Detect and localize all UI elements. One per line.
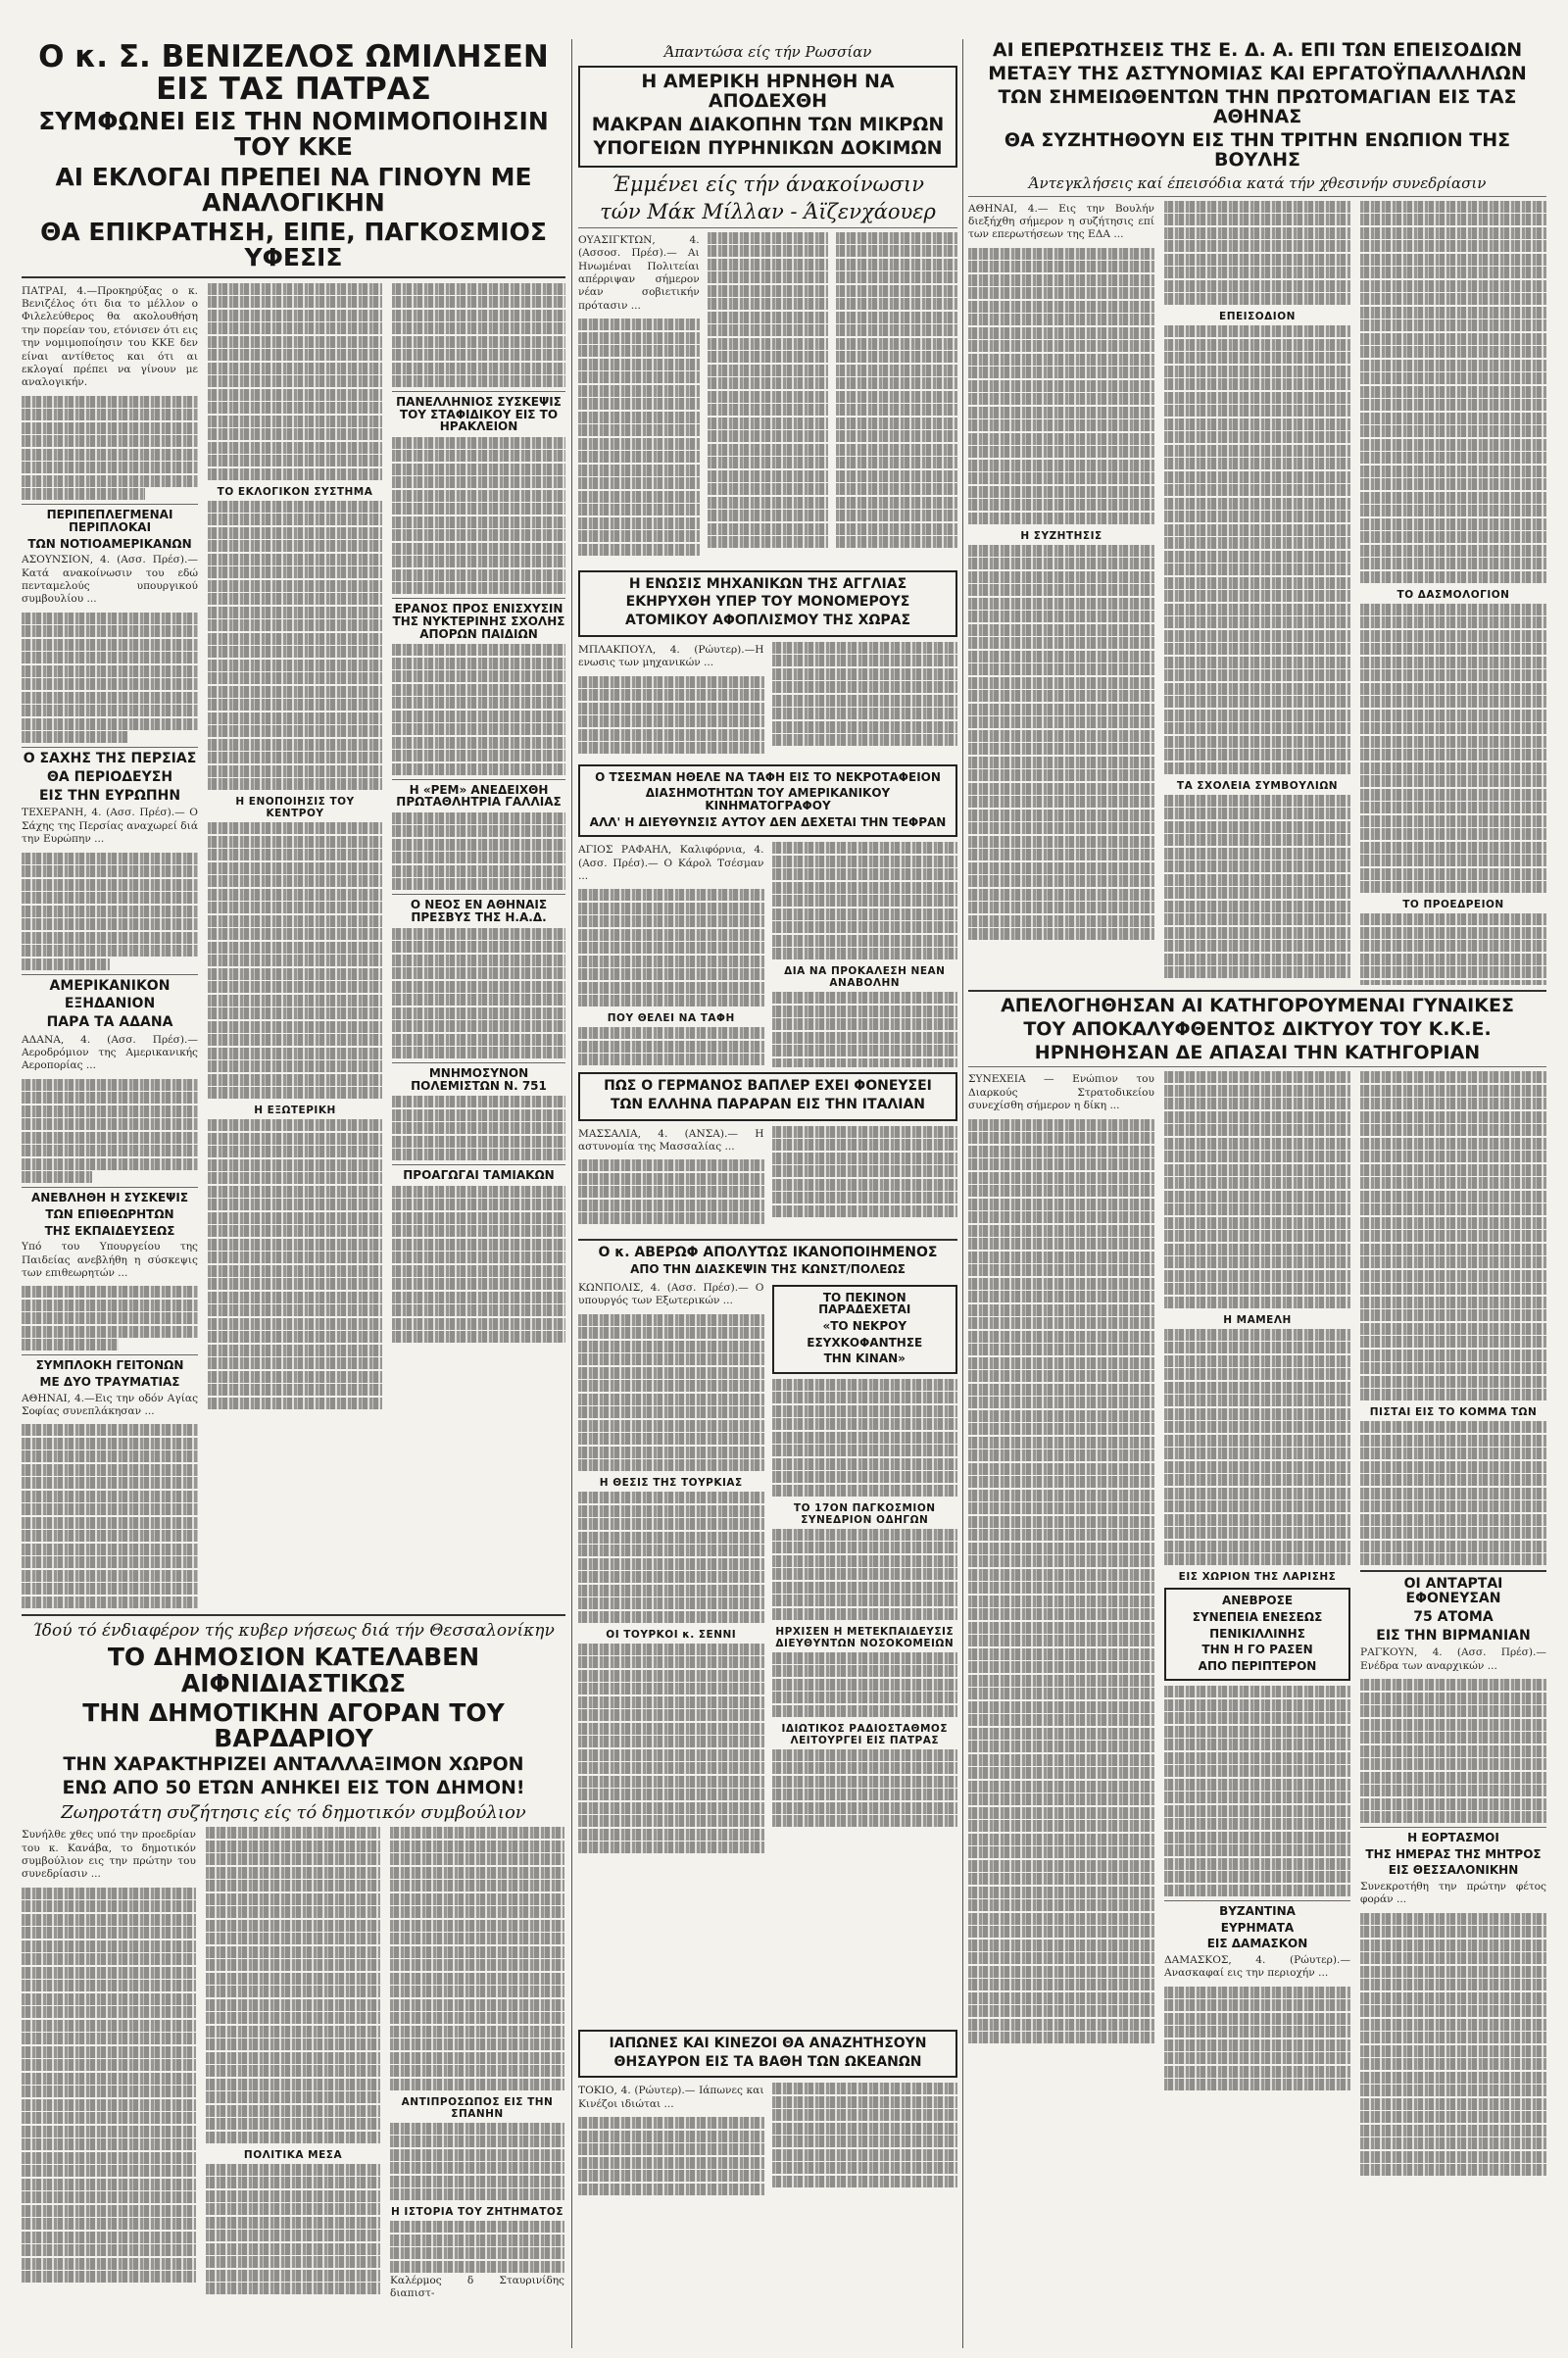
article-headline: ΑΝΕΒΛΗΘΗ Η ΣΥΣΚΕΨΙΣ — [30, 1191, 189, 1205]
article-body: ΤΕΧΕΡΑΝΗ, 4. (Ασσ. Πρέσ).— Ο Σάχης της Περσίας αναχωρεί διά την Ευρώπην ... — [22, 807, 198, 846]
article-deck: Έμμένει είς τήν άνακοίνωσιν — [612, 172, 924, 196]
headline-line: ΑΠΕΛΟΓΗΘΗΣΑΝ ΑΙ ΚΑΤΗΓΟΡΟΥΜΕΝΑΙ ΓΥΝΑΙΚΕΣ — [1001, 994, 1514, 1016]
section-subhead: Η ΣΥΖΗΤΗΣΙΣ — [1020, 529, 1102, 542]
headline-line: ΑΙ ΕΚΛΟΓΑΙ ΠΡΕΠΕΙ ΝΑ ΓΙΝΟΥΝ ΜΕ ΑΝΑΛΟΓΙΚΗΝ — [55, 162, 532, 217]
headline-line: ΠΩΣ Ο ΓΕΡΜΑΝΟΣ ΒΑΠΛΕΡ ΕΧΕΙ ΦΟΝΕΥΣΕΙ — [604, 1078, 932, 1095]
headline-line: ΜΕΤΑΞΥ ΤΗΣ ΑΣΤΥΝΟΜΙΑΣ ΚΑΙ ΕΡΓΑΤΟΫΠΑΛΛΗΛΩΝ — [988, 62, 1527, 84]
headline-line: Ο κ. ΑΒΕΡΩΦ ΑΠΟΛΥΤΩΣ ΙΚΑΝΟΠΟΙΗΜΕΝΟΣ — [598, 1244, 938, 1260]
article-body: ΚΩΝΠΟΛΙΣ, 4. (Ασσ. Πρέσ).— Ο υπουργός των Εξωτερικών ... — [578, 1281, 764, 1307]
headline-line: ΘΑ ΕΠΙΚΡΑΤΗΣΗ, ΕΙΠΕ, ΠΑΓΚΟΣΜΙΟΣ ΥΦΕΣΙΣ — [40, 218, 547, 272]
article-headline: ΜΝΗΜΟΣΥΝΟΝ ΠΟΛΕΜΙΣΤΩΝ Ν. 751 — [411, 1066, 547, 1093]
article-headline: ΠΕΡΙΠΕΠΛΕΓΜΕΝΑΙ ΠΕΡΙΠΛΟΚΑΙ — [46, 508, 173, 534]
headline-line: ΤΗΝ ΔΗΜΟΤΙΚΗΝ ΑΓΟΡΑΝ ΤΟΥ ΒΑΡΔΑΡΙΟΥ — [82, 1697, 505, 1753]
section-subhead: ΤΟ 17ΟΝ ΠΑΓΚΟΣΜΙΟΝ ΣΥΝΕΔΡΙΟΝ ΟΔΗΓΩΝ — [793, 1501, 936, 1526]
headline-line: ΘΗΣΑΥΡΟΝ ΕΙΣ ΤΑ ΒΑΘΗ ΤΩΝ ΩΚΕΑΝΩΝ — [613, 2053, 922, 2070]
headline-line: ΠΕΝΙΚΙΛΛΙΝΗΣ — [1209, 1626, 1305, 1641]
article-body: ΣΥΝΕΧΕΙΑ — Ενώπιον του Διαρκούς Στρατοδικείου συνεχίσθη σήμερον η δίκη ... — [968, 1073, 1154, 1112]
column-rule — [962, 39, 963, 2348]
inset-box — [1164, 1588, 1350, 1681]
headline-line: 75 ΑΤΟΜΑ — [1413, 1608, 1494, 1625]
headline-line: ΗΡΝΗΘΗΣΑΝ ΔΕ ΑΠΑΣΑΙ ΤΗΝ ΚΑΤΗΓΟΡΙΑΝ — [1034, 1041, 1481, 1063]
section-subhead: ΗΡΧΙΣΕΝ Η ΜΕΤΕΚΠΑΙΔΕΥΣΙΣ ΔΙΕΥΘΥΝΤΩΝ ΝΟΣΟΚΟΜΕΙΩΝ — [775, 1625, 955, 1649]
headline-line: ΟΙ ΑΝΤΑΡΤΑΙ ΕΦΟΝΕΥΣΑΝ — [1403, 1576, 1503, 1607]
headline-line: «ΤΟ ΝΕΚΡΟΥ — [822, 1319, 907, 1334]
headline-box — [578, 1072, 957, 1120]
headline-line: ΤΟΥ ΑΠΟΚΑΛΥΦΘΕΝΤΟΣ ΔΙΚΤΥΟΥ ΤΟΥ Κ.Κ.Ε. — [1023, 1017, 1492, 1040]
headline-line: Ο κ. Σ. ΒΕΝΙΖΕΛΟΣ ΩΜΙΛΗΣΕΝ ΕΙΣ ΤΑΣ ΠΑΤΡΑΣ — [38, 39, 549, 107]
article-deck: τών Μάκ Μίλλαν - Άϊζενχάουερ — [600, 199, 936, 223]
text-block — [22, 396, 198, 501]
middle-subcolumns — [208, 283, 565, 1610]
article-body: ΔΑΜΑΣΚΟΣ, 4. (Ρώυτερ).— Ανασκαφαί εις την περιοχήν ... — [1164, 1953, 1350, 1980]
article-headline: ΘΑ ΠΕΡΙΟΔΕΥΣΗ — [46, 768, 173, 785]
headline-line: ΕΙΣ ΔΑΜΑΣΚΟΝ — [1206, 1937, 1308, 1951]
section-subhead: ΠΟΥ ΘΕΛΕΙ ΝΑ ΤΑΦΗ — [607, 1012, 735, 1025]
divider — [22, 1614, 565, 1616]
article-headline: ΤΩΝ ΕΠΙΘΕΩΡΗΤΩΝ — [45, 1206, 174, 1221]
section-subhead: Η ΕΞΩΤΕΡΙΚΗ — [254, 1105, 336, 1117]
headline-line: ΕΣΥΧΚΟΦΑΝΤΗΣΕ — [807, 1335, 923, 1350]
section-subhead: Η ΘΕΣΙΣ ΤΗΣ ΤΟΥΡΚΙΑΣ — [599, 1477, 743, 1490]
article-body: ΠΑΤΡΑΙ, 4.—Προκηρύξας ο κ. Βενιζέλος ότι δια το μέλλον ο Φιλελεύθερος θα ακολουθήση την πορείαν του, ετόνισεν ότι εις την νομιμοποίησιν του ΚΚΕ δεν είναι αντίθετος και ότι αι εκλογαί πρέπει να γίνουν με αναλογικήν. — [22, 284, 198, 389]
headline-line: ΣΥΜΦΩΝΕΙ ΕΙΣ ΤΗΝ ΝΟΜΙΜΟΠΟΙΗΣΙΝ ΤΟΥ ΚΚΕ — [38, 107, 549, 162]
headline-line: ΕΙΣ ΘΕΣΣΑΛΟΝΙΚΗΝ — [1388, 1863, 1519, 1878]
section-subhead: Η ΜΑΜΕΛΗ — [1223, 1313, 1292, 1326]
divider — [22, 276, 565, 278]
section-subhead: ΤΟ ΠΡΟΕΔΡΕΙΟΝ — [1402, 899, 1504, 911]
headline-line: Η ΑΜΕΡΙΚΗ ΗΡΝΗΘΗ ΝΑ ΑΠΟΔΕΧΘΗ — [641, 71, 895, 112]
headline-line: ΤΟ ΠΕΚΙΝΟΝ ΠΑΡΑΔΕΧΕΤΑΙ — [818, 1290, 911, 1317]
headline-line: ΥΠΟΓΕΙΩΝ ΠΥΡΗΝΙΚΩΝ ΔΟΚΙΜΩΝ — [593, 136, 943, 159]
column-rule — [571, 39, 572, 2348]
headline-box — [578, 2030, 957, 2078]
article-body: ΑΘΗΝΑΙ, 4.— Εις την Βουλήν διεξήχθη σήμερον η συζήτησις επί των επερωτήσεων της ΕΔΑ ... — [968, 202, 1154, 241]
article-deck: Ζωηροτάτη συζήτησις είς τό δημοτικόν συμβούλιον — [61, 1802, 526, 1824]
article-body: Συνήλθε χθες υπό την προεδρίαν του κ. Κανάβα, το δημοτικόν συμβούλιον εις την πρώτην του συνεδρίασιν ... — [22, 1829, 196, 1881]
article-headline: ΣΥΜΠΛΟΚΗ ΓΕΙΤΟΝΩΝ — [35, 1358, 184, 1373]
article-headline: ΠΡΟΑΓΩΓΑΙ ΤΑΜΙΑΚΩΝ — [403, 1168, 555, 1183]
section-subhead: ΤΑ ΣΧΟΛΕΙΑ ΣΥΜΒΟΥΛΙΩΝ — [1176, 779, 1339, 792]
section-subhead: ΤΟ ΔΑΣΜΟΛΟΓΙΟΝ — [1396, 588, 1510, 601]
article-body: ΑΣΟΥΝΣΙΟΝ, 4. (Ασσ. Πρέσ).— Κατά ανακοίνωσιν του εδώ πενταμελούς υπουργικού συμβουλίου ... — [22, 554, 198, 606]
article-headline: Η «ΡΕΜ» ΑΝΕΔΕΙΧΘΗ ΠΡΩΤΑΘΛΗΤΡΙΑ ΓΑΛΛΙΑΣ — [396, 782, 562, 810]
section-subhead: ΟΙ ΤΟΥΡΚΟΙ κ. ΣΕΝΝΙ — [606, 1628, 737, 1641]
article-headline: ΤΩΝ ΝΟΤΙΟΑΜΕΡΙΚΑΝΩΝ — [27, 536, 192, 551]
article-headline: ΠΑΡΑ ΤΑ ΑΔΑΝΑ — [46, 1013, 173, 1030]
vardar-article — [22, 1621, 565, 2336]
headline-line: Η ΕΝΩΣΙΣ ΜΗΧΑΝΙΚΩΝ ΤΗΣ ΑΓΓΛΙΑΣ — [628, 575, 907, 592]
article-body: ΑΔΑΝΑ, 4. (Ασσ. Πρέσ).— Αεροδρόμιον της Αμερικανικής Αεροπορίας ... — [22, 1033, 198, 1072]
section-subhead: ΑΝΤΙΠΡΟΣΩΠΟΣ ΕΙΣ ΤΗΝ ΣΠΑΝΗΝ — [401, 2095, 554, 2120]
lead-headline — [22, 41, 565, 271]
headline-box — [578, 764, 957, 837]
headline-line: ΒΥΖΑΝΤΙΝΑ — [1219, 1903, 1296, 1918]
article-body: ΜΑΣΣΑΛΙΑ, 4. (ΑΝΣΑ).— Η αστυνομία της Μασσαλίας ... — [578, 1127, 764, 1153]
middle-section — [578, 39, 957, 2200]
article-body: Συνεκροτήθη την πρώτην φέτος φοράν ... — [1360, 1880, 1546, 1906]
article-body: ΟΥΑΣΙΓΚΤΩΝ, 4. (Ασσοσ. Πρέσ).— Αι Ηνωμέναι Πολιτείαι απέρριψαν σήμερον νέαν σοβιετικήν πρότασιν ... — [578, 233, 700, 312]
left-subcolumn — [22, 283, 198, 1610]
article-body: ΑΘΗΝΑΙ, 4.—Εις την οδόν Αγίας Σοφίας συνεπλάκησαν ... — [22, 1392, 198, 1417]
article-headline: Ο ΣΑΧΗΣ ΤΗΣ ΠΕΡΣΙΑΣ — [23, 751, 197, 767]
headline-line: ΤΗΝ ΧΑΡΑΚΤΗΡΙΖΕΙ ΑΝΤΑΛΛΑΞΙΜΟΝ ΧΩΡΟΝ — [63, 1753, 524, 1776]
headline-line: Η ΕΟΡΤΑΣΜΟΙ — [1407, 1831, 1499, 1844]
headline-line: ΤΩΝ ΣΗΜΕΙΩΘΕΝΤΩΝ ΤΗΝ ΠΡΩΤΟΜΑΓΙΑΝ ΕΙΣ ΤΑΣ ΑΘΗΝΑΣ — [998, 85, 1517, 127]
headline-line: ΕΥΡΗΜΑΤΑ — [1220, 1920, 1295, 1935]
headline-box — [578, 66, 957, 168]
article-headline: ΜΕ ΔΥΟ ΤΡΑΥΜΑΤΙΑΣ — [39, 1374, 180, 1389]
article-headline: ΕΡΑΝΟΣ ΠΡΟΣ ΕΝΙΣΧΥΣΙΝ ΤΗΣ ΝΥΚΤΕΡΙΝΗΣ ΣΧΟΛΗΣ ΑΠΟΡΩΝ ΠΑΙΔΙΩΝ — [392, 602, 565, 641]
headline-line: ΤΗΝ ΚΙΝΑΝ» — [823, 1351, 906, 1366]
headline-line: ΤΟ ΔΗΜΟΣΙΟΝ ΚΑΤΕΛΑΒΕΝ ΑΙΦΝΙΔΙΑΣΤΙΚΩΣ — [107, 1643, 480, 1697]
right-section — [968, 39, 1546, 2228]
headline-line: ΜΑΚΡΑΝ ΔΙΑΚΟΠΗΝ ΤΩΝ ΜΙΚΡΩΝ — [591, 113, 945, 135]
headline-line: ΑΛΛ' Η ΔΙΕΥΘΥΝΣΙΣ ΑΥΤΟΥ ΔΕΝ ΔΕΧΕΤΑΙ ΤΗΝ ΤΕΦΡΑΝ — [589, 814, 947, 829]
section-subhead: ΕΠΕΙΣΟΔΙΟΝ — [1219, 311, 1296, 323]
article-body: Καλέρμος δ Σταυρινίδης διαπιστ- — [390, 2274, 564, 2300]
article-body: ΑΓΙΟΣ ΡΑΦΑΗΛ, Καλιφόρνια, 4. (Ασσ. Πρέσ).— Ο Κάρολ Τσέσμαν ... — [578, 844, 764, 882]
section-subhead: ΤΟ ΕΚΛΟΓΙΚΟΝ ΣΥΣΤΗΜΑ — [217, 485, 373, 498]
article-headline: ΤΗΣ ΕΚΠΑΙΔΕΥΣΕΩΣ — [44, 1223, 175, 1238]
right-lead-headline — [968, 41, 1546, 171]
left-section — [22, 39, 565, 2336]
headline-line: ΕΙΣ ΤΗΝ ΒΙΡΜΑΝΙΑΝ — [1376, 1627, 1531, 1644]
article-headline: ΕΙΣ ΤΗΝ ΕΥΡΩΠΗΝ — [38, 787, 181, 804]
inset-box — [772, 1285, 958, 1374]
section-subhead: ΙΔΙΩΤΙΚΟΣ ΡΑΔΙΟΣΤΑΘΜΟΣ ΛΕΙΤΟΥΡΓΕΙ ΕΙΣ ΠΑΤΡΑΣ — [781, 1722, 949, 1746]
article-deck: Άντεγκλήσεις καί έπεισόδια κατά τήν χθεσινήν συνεδρίασιν — [1028, 173, 1487, 192]
headline-line: Ο ΤΣΕΣΜΑΝ ΗΘΕΛΕ ΝΑ ΤΑΦΗ ΕΙΣ ΤΟ ΝΕΚΡΟΤΑΦΕΙΟΝ — [595, 769, 941, 784]
article-kicker: Ίδού τό ένδιαφέρον τής κυβερ νήσεως διά τήν Θεσσαλονίκην — [32, 1621, 555, 1642]
headline-line: ΕΝΩ ΑΠΟ 50 ΕΤΩΝ ΑΝΗΚΕΙ ΕΙΣ ΤΟΝ ΔΗΜΟΝ! — [62, 1777, 525, 1799]
article-body: ΡΑΓΚΟΥΝ, 4. (Ασσ. Πρέσ).— Ενέδρα των αναρχικών ... — [1360, 1646, 1546, 1672]
headline-line: ΑΤΟΜΙΚΟΥ ΑΦΟΠΛΙΣΜΟΥ ΤΗΣ ΧΩΡΑΣ — [624, 613, 911, 629]
article-headline: ΕΞΗΔΑΝΙΟΝ — [64, 996, 156, 1012]
headline-line: ΑΠΟ ΠΕΡΙΠΤΕΡΟΝ — [1198, 1658, 1317, 1673]
article-body: ΜΠΛΑΚΠΟΥΛ, 4. (Ρώυτερ).—Η ενωσις των μηχανικών ... — [578, 643, 764, 669]
women-trial-headline — [968, 994, 1546, 1063]
section-subhead: ΠΟΛΙΤΙΚΑ ΜΕΣΑ — [243, 2148, 343, 2161]
section-subhead: Η ΕΝΟΠΟΙΗΣΙΣ ΤΟΥ ΚΕΝΤΡΟΥ — [235, 796, 355, 820]
headline-line: ΤΗΝ Η ΓΟ ΡΑΣΕΝ — [1201, 1643, 1313, 1657]
headline-line: ΔΙΑΣΗΜΟΤΗΤΩΝ ΤΟΥ ΑΜΕΡΙΚΑΝΙΚΟΥ ΚΙΝΗΜΑΤΟΓΡΑΦΟΥ — [645, 786, 891, 812]
headline-line: ΑΝΕΒΡΟΣΕ — [1221, 1594, 1294, 1608]
section-subhead: ΕΙΣ ΧΩΡΙΟΝ ΤΗΣ ΛΑΡΙΣΗΣ — [1178, 1571, 1337, 1584]
headline-line: ΕΚΗΡΥΧΘΗ ΥΠΕΡ ΤΟΥ ΜΟΝΟΜΕΡΟΥΣ — [625, 594, 910, 611]
headline-line: ΣΥΝΕΠΕΙΑ ΕΝΕΣΕΩΣ — [1192, 1610, 1323, 1625]
article-headline: ΑΜΕΡΙΚΑΝΙΚΟΝ — [49, 977, 171, 994]
headline-box — [578, 570, 957, 637]
article-body: ΤΟΚΙΟ, 4. (Ρώυτερ).— Ιάπωνες και Κινέζοι ιδιώται ... — [578, 2085, 764, 2110]
section-subhead: ΠΙΣΤΑΙ ΕΙΣ ΤΟ ΚΟΜΜΑ ΤΩΝ — [1369, 1406, 1538, 1419]
headline-line: ΤΗΣ ΗΜΕΡΑΣ ΤΗΣ ΜΗΤΡΟΣ — [1365, 1846, 1542, 1861]
article-body: Υπό του Υπουργείου της Παιδείας ανεβλήθη η σύσκεψις των επιθεωρητών ... — [22, 1241, 198, 1279]
article-headline: Ο ΝΕΟΣ ΕΝ ΑΘΗΝΑΙΣ ΠΡΕΣΒΥΣ ΤΗΣ Η.Α.Δ. — [410, 898, 548, 924]
headline-line: ΑΠΟ ΤΗΝ ΔΙΑΣΚΕΨΙΝ ΤΗΣ ΚΩΝΣΤ/ΠΟΛΕΩΣ — [630, 1262, 906, 1277]
headline-line: ΘΑ ΣΥΖΗΤΗΘΟΥΝ ΕΙΣ ΤΗΝ ΤΡΙΤΗΝ ΕΝΩΠΙΟΝ ΤΗΣ ΒΟΥΛΗΣ — [1004, 128, 1511, 171]
section-subhead: Η ΙΣΤΟΡΙΑ ΤΟΥ ΖΗΤΗΜΑΤΟΣ — [390, 2206, 564, 2219]
headline-line: ΑΙ ΕΠΕΡΩΤΗΣΕΙΣ ΤΗΣ Ε. Δ. Α. ΕΠΙ ΤΩΝ ΕΠΕΙΣΟΔΙΩΝ — [992, 39, 1523, 61]
article-headline: ΠΑΝΕΛΛΗΝΙΟΣ ΣΥΣΚΕΨΙΣ ΤΟΥ ΣΤΑΦΙΔΙΚΟΥ ΕΙΣ ΤΟ ΗΡΑΚΛΕΙΟΝ — [396, 395, 562, 434]
headline-line: ΙΑΠΩΝΕΣ ΚΑΙ ΚΙΝΕΖΟΙ ΘΑ ΑΝΑΖΗΤΗΣΟΥΝ — [609, 2035, 927, 2051]
section-subhead: ΔΙΑ ΝΑ ΠΡΟΚΑΛΕΣΗ ΝΕΑΝ ΑΝΑΒΟΛΗΝ — [784, 965, 946, 990]
article-kicker: Άπαντώσα είς τήν Ρωσσίαν — [663, 43, 872, 61]
headline-line: ΤΩΝ ΕΛΛΗΝΑ ΠΑΡΑΡΑΝ ΕΙΣ ΤΗΝ ΙΤΑΛΙΑΝ — [610, 1096, 925, 1112]
